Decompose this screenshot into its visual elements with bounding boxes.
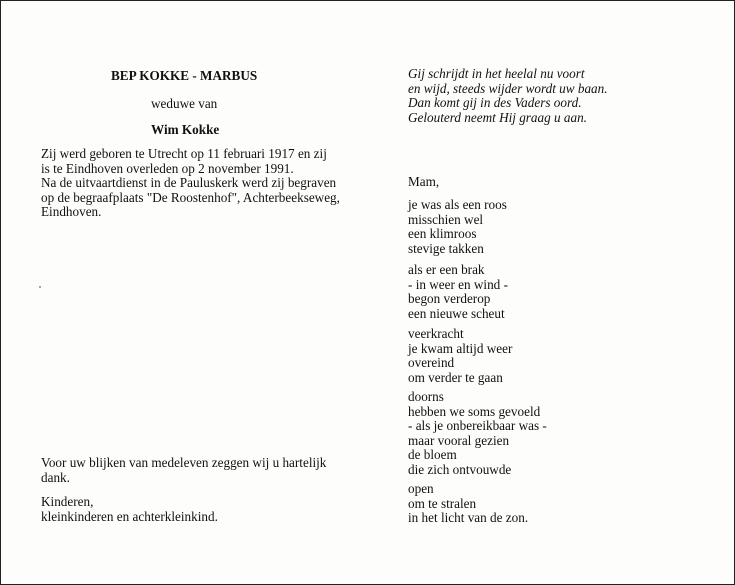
poem-line: hebben we soms gevoeld xyxy=(408,403,541,419)
thanks-line: dank. xyxy=(41,469,70,485)
poem-stanza xyxy=(408,327,512,385)
poem-stanza xyxy=(408,263,508,321)
biography xyxy=(41,147,340,220)
widow-of-label: weduwe van xyxy=(151,96,218,111)
thanks-line: Voor uw blijken van medeleven zeggen wij u hartelijk xyxy=(41,455,327,470)
biography-line: op de begraafplaats "De Roostenhof", Achterbeekseweg, xyxy=(41,189,340,205)
thanks-note xyxy=(41,456,326,485)
poem-line: de bloem xyxy=(408,447,457,463)
poem-stanza xyxy=(408,482,528,526)
poem-line: - in weer en wind - xyxy=(408,276,508,292)
verse-line: Gelouterd neemt Hij graag u aan. xyxy=(408,109,587,125)
poem-line: in het licht van de zon. xyxy=(408,510,529,526)
verse-line: en wijd, steeds wijder wordt uw baan. xyxy=(408,80,608,96)
signature-line: kleinkinderen en achterkleinkind. xyxy=(41,508,218,524)
poem-line: je was als een roos xyxy=(408,197,507,212)
poem-line: doorns xyxy=(408,389,444,404)
poem-line: begon verderop xyxy=(408,291,491,307)
biography-line: Zij werd geboren te Utrecht op 11 februari 1917 en zij xyxy=(41,146,327,161)
poem-line: die zich ontvouwde xyxy=(408,461,512,477)
poem-line: - als je onbereikbaar was - xyxy=(408,418,547,434)
poem-line: een klimroos xyxy=(408,226,477,242)
poem-line: een nieuwe scheut xyxy=(408,305,505,321)
verse-line: Gij schrijdt in het heelal nu voort xyxy=(408,66,585,81)
biography-line: Na de uitvaartdienst in de Pauluskerk werd zij begraven xyxy=(41,175,337,191)
biography-line: Eindhoven. xyxy=(41,204,102,220)
poem-stanza xyxy=(408,198,507,256)
poem-line: overeind xyxy=(408,355,455,371)
poem-line: om verder te gaan xyxy=(408,369,503,385)
poem-line: misschien wel xyxy=(408,211,484,227)
poem-line: je kwam altijd weer xyxy=(408,340,513,356)
poem-stanza xyxy=(408,390,547,478)
speck-mark xyxy=(39,286,41,288)
poem-line: open xyxy=(408,481,434,496)
salutation: Mam, xyxy=(408,174,440,189)
verse xyxy=(408,67,608,125)
poem-line: als er een brak xyxy=(408,262,485,277)
signature-line: Kinderen, xyxy=(41,494,94,509)
poem-line: maar vooral gezien xyxy=(408,432,510,448)
biography-line: is te Eindhoven overleden op 2 november 1991. xyxy=(41,160,294,176)
signature xyxy=(41,495,218,524)
poem-line: om te stralen xyxy=(408,495,477,511)
verse-line: Dan komt gij in des Vaders oord. xyxy=(408,95,582,111)
poem-line: stevige takken xyxy=(408,240,484,256)
deceased-name: BEP KOKKE - MARBUS xyxy=(111,68,258,83)
husband-name: Wim Kokke xyxy=(151,122,220,137)
poem-line: veerkracht xyxy=(408,326,464,341)
